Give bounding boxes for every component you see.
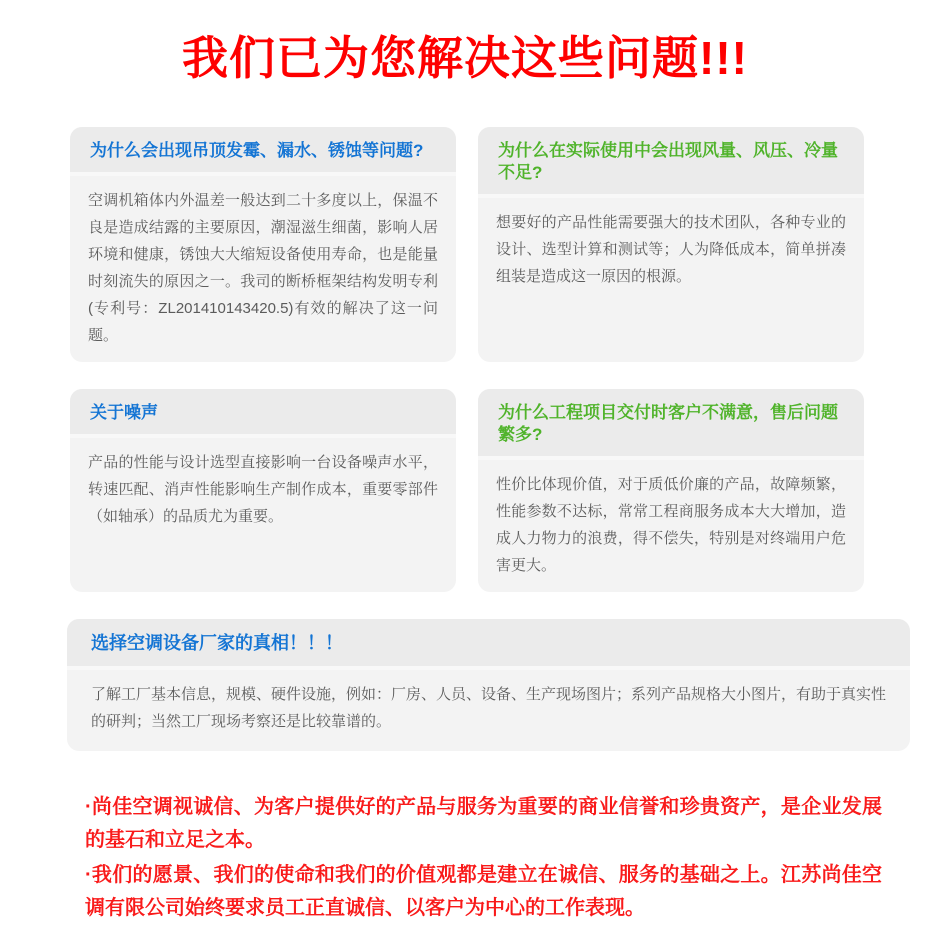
card-aftersale-issues [478,389,864,592]
card-body-text: 产品的性能与设计选型直接影响一台设备噪声水平，转速匹配、消声性能影响生产制作成本，重要零部件（如轴承）的品质尤为重要。 [88,454,438,526]
card-heading: 关于噪声 [70,389,456,438]
card-body-text: 想要好的产品性能需要强大的技术团队，各种专业的设计、选型计算和测试等；人为降低成本，简单拼凑组装是造成这一原因的根源。 [496,214,846,286]
card-body-text: 了解工厂基本信息，规模、硬件设施，例如：厂房、人员、设备、生产现场图片；系列产品规格大小图片，有助于真实性的研判；当然工厂现场考察还是比较靠谱的。 [91,685,887,730]
card-body-text: 空调机箱体内外温差一般达到二十多度以上，保温不良是造成结露的主要原因，潮湿滋生细菌，影响人居环境和健康，锈蚀大大缩短设备使用寿命，也是能量时刻流失的原因之一。我司的断桥框架结构发明专利(专利号：ZL201410143420.5)有效的解决了这一问题。 [88,191,438,344]
card-heading: 为什么在实际使用中会出现风量、风压、冷量不足? [478,127,864,198]
footer-point-vision: ·我们的愿景、我们的使命和我们的价值观都是建立在诚信、服务的基础之上。江苏尚佳空调有限公司始终要求员工正直诚信、以客户为中心的工作表现。 [85,863,882,919]
card-condensation-mold [70,127,456,362]
card-heading: 选择空调设备厂家的真相！！！ [67,619,910,669]
qa-card-grid [70,127,864,592]
footer-point-integrity: ·尚佳空调视诚信、为客户提供好的产品与服务为重要的商业信誉和珍贵资产，是企业发展的基石和立足之本。 [85,795,882,851]
card-body-text: 性价比体现价值，对于质低价廉的产品，故障频繁，性能参数不达标，常常工程商服务成本大大增加，造成人力物力的浪费，得不偿失，特别是对终端用户危害更大。 [496,476,846,575]
card-heading: 为什么工程项目交付时客户不满意，售后问题繁多? [478,389,864,460]
footer-credo [85,791,882,925]
card-airflow-shortage [478,127,864,362]
card-factory-truth [67,619,910,750]
card-noise [70,389,456,592]
page-title: 我们已为您解决这些问题!!! [182,32,748,84]
card-heading: 为什么会出现吊顶发霉、漏水、锈蚀等问题? [70,127,456,176]
